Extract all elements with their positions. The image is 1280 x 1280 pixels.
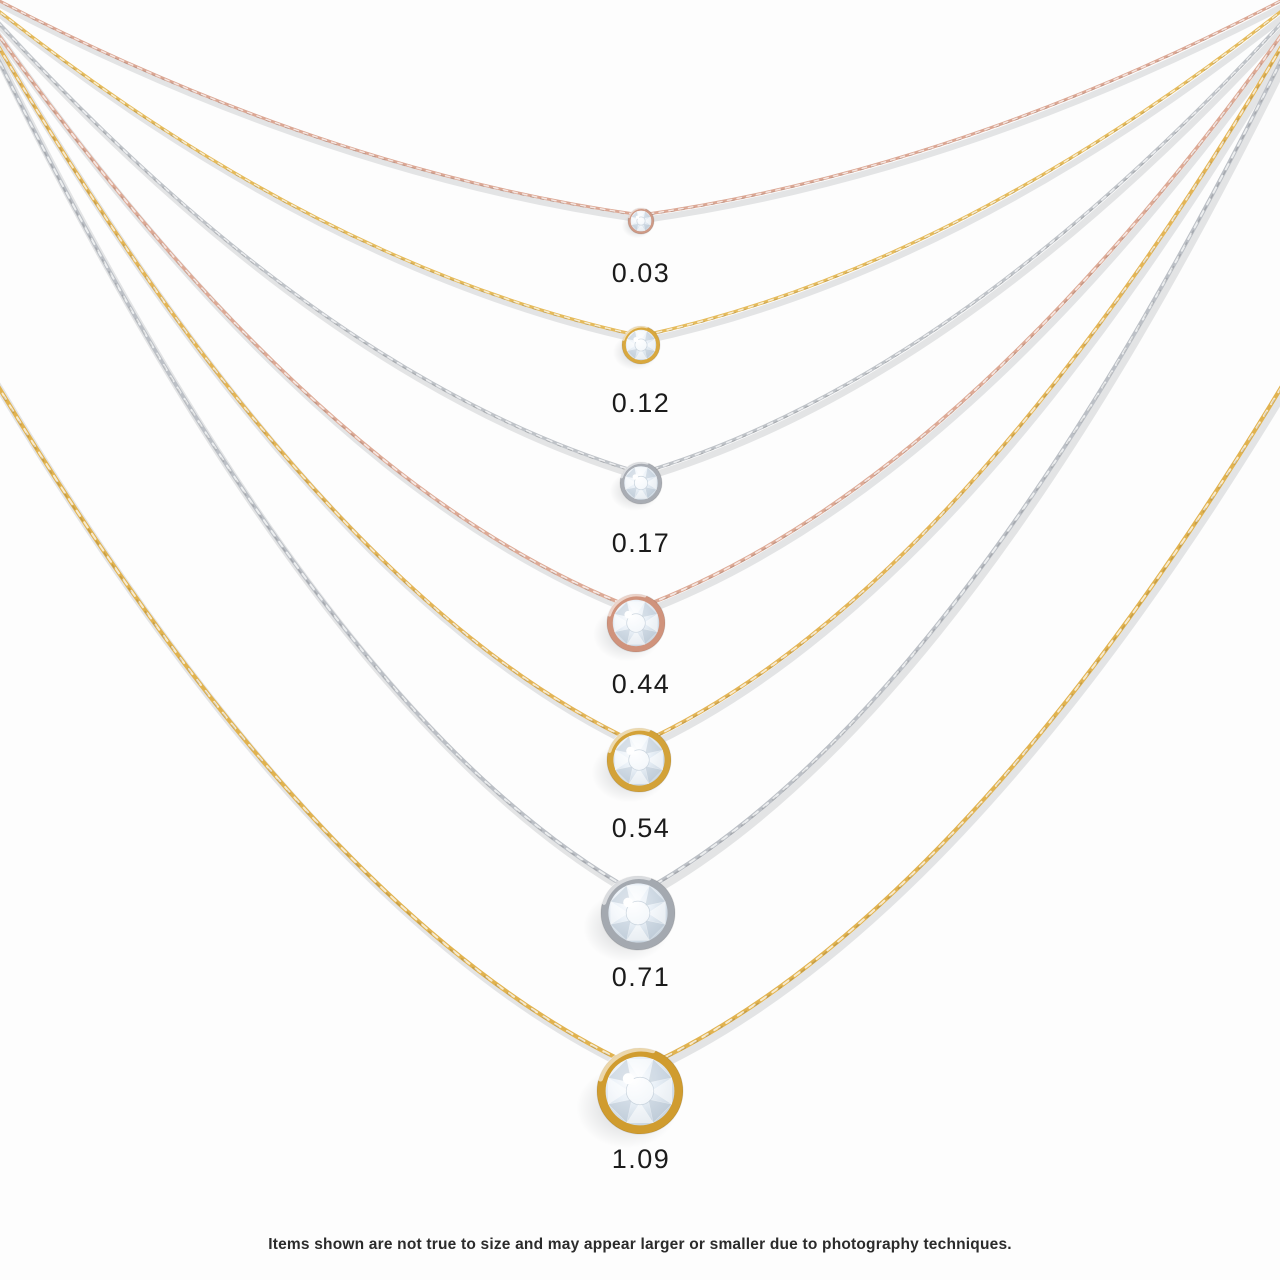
carat-label: 1.09 [611, 1144, 671, 1174]
photography-disclaimer: Items shown are not true to size and may appear larger or smaller due to photography techniques. [268, 1236, 1012, 1253]
carat-label: 0.71 [611, 962, 671, 992]
carat-label: 0.17 [611, 528, 671, 558]
carat-label: 0.12 [611, 388, 671, 418]
carat-label: 0.44 [611, 669, 671, 699]
carat-label: 0.03 [611, 258, 671, 288]
carat-label: 0.54 [611, 813, 671, 843]
